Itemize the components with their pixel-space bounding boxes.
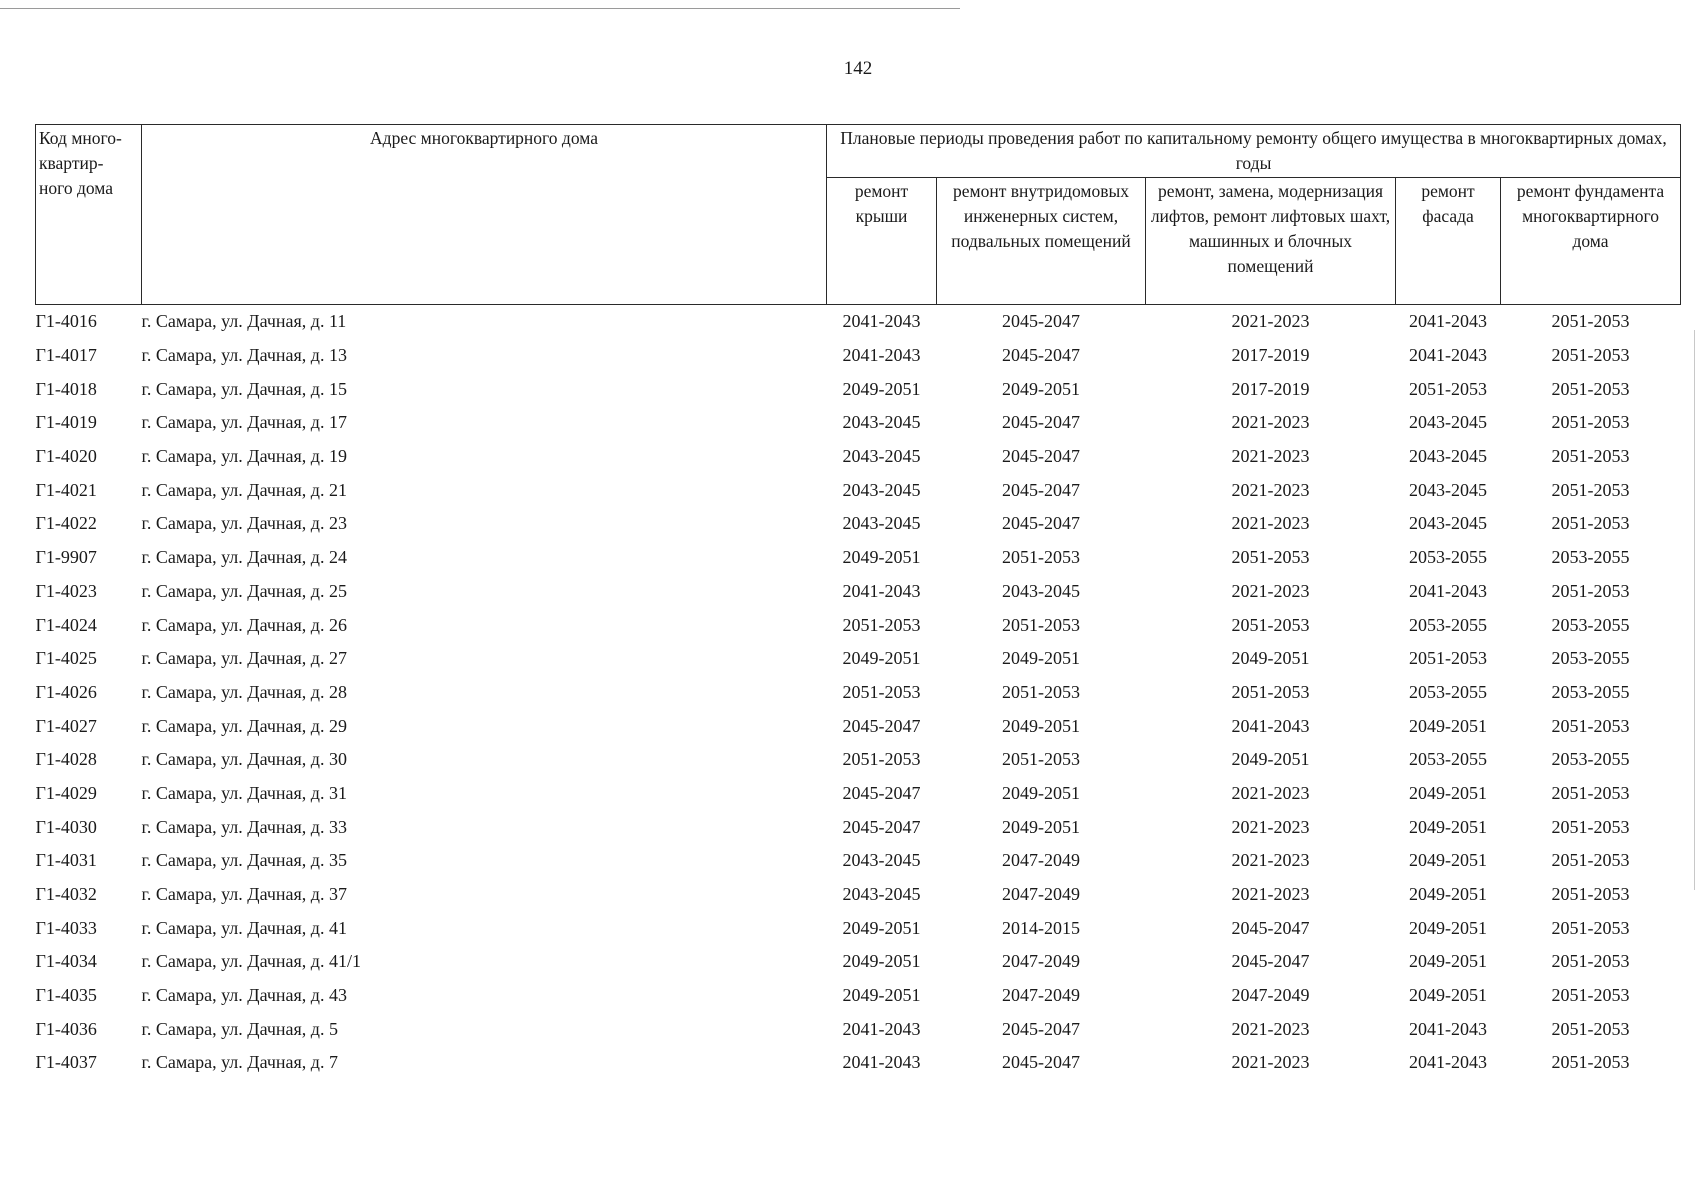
- cell-engineering: 2045-2047: [1002, 345, 1080, 366]
- cell-engineering: 2047-2049: [1002, 850, 1080, 871]
- cell-engineering: 2051-2053: [1002, 547, 1080, 568]
- cell-foundation: 2051-2053: [1551, 446, 1630, 467]
- cell-roof: 2049-2051: [842, 985, 921, 1006]
- cell-code: Г1-4034: [35, 951, 97, 972]
- cell-code: Г1-4021: [35, 479, 97, 500]
- cell-engineering: 2049-2051: [1002, 715, 1080, 736]
- cell-roof: 2043-2045: [842, 479, 921, 500]
- cell-elevators: 2021-2023: [1231, 850, 1310, 871]
- cell-engineering: 2049-2051: [1002, 816, 1080, 837]
- table-row: [36, 575, 1681, 609]
- cell-engineering: 2051-2053: [1002, 681, 1080, 702]
- cell-elevators: 2051-2053: [1231, 614, 1310, 635]
- cell-elevators: 2021-2023: [1231, 513, 1310, 534]
- cell-code: Г1-4037: [35, 1052, 97, 1073]
- cell-address: г. Самара, ул. Дачная, д. 41/1: [141, 951, 361, 972]
- cell-foundation: 2051-2053: [1551, 917, 1630, 938]
- cell-address: г. Самара, ул. Дачная, д. 30: [141, 749, 347, 770]
- cell-roof: 2045-2047: [842, 816, 921, 837]
- cell-facade: 2049-2051: [1409, 782, 1487, 803]
- cell-code: Г1-4033: [35, 917, 97, 938]
- cell-facade: 2053-2055: [1409, 749, 1487, 770]
- cell-code: Г1-4028: [35, 749, 97, 770]
- cell-facade: 2049-2051: [1409, 816, 1487, 837]
- table-row: [36, 372, 1681, 406]
- cell-elevators: 2021-2023: [1231, 412, 1310, 433]
- header-facade: ремонт фасада: [1396, 178, 1501, 305]
- cell-roof: 2043-2045: [842, 412, 921, 433]
- cell-code: Г1-4026: [35, 681, 97, 702]
- cell-engineering: 2045-2047: [1002, 412, 1080, 433]
- capital-repair-table: [35, 124, 1681, 1080]
- cell-foundation: 2053-2055: [1551, 749, 1630, 770]
- cell-address: г. Самара, ул. Дачная, д. 35: [141, 850, 347, 871]
- table-row: [36, 1046, 1681, 1080]
- table-row: [36, 507, 1681, 541]
- cell-engineering: 2049-2051: [1002, 782, 1080, 803]
- cell-code: Г1-4016: [35, 311, 97, 332]
- cell-facade: 2053-2055: [1409, 614, 1487, 635]
- cell-elevators: 2021-2023: [1231, 311, 1310, 332]
- cell-foundation: 2053-2055: [1551, 614, 1630, 635]
- header-row-top: [36, 125, 1681, 178]
- cell-code: Г1-4022: [35, 513, 97, 534]
- cell-address: г. Самара, ул. Дачная, д. 29: [141, 715, 347, 736]
- header-elevators: ремонт, замена, модернизация лифтов, ремонт лифтовых шахт, машинных и блочных помещений: [1146, 178, 1396, 305]
- cell-code: Г1-4029: [35, 782, 97, 803]
- cell-address: г. Самара, ул. Дачная, д. 26: [141, 614, 347, 635]
- table-row: [36, 406, 1681, 440]
- cell-engineering: 2045-2047: [1002, 311, 1080, 332]
- table-row: [36, 709, 1681, 743]
- cell-facade: 2043-2045: [1409, 479, 1487, 500]
- cell-engineering: 2045-2047: [1002, 479, 1080, 500]
- cell-elevators: 2049-2051: [1231, 749, 1310, 770]
- cell-facade: 2049-2051: [1409, 951, 1487, 972]
- cell-roof: 2049-2051: [842, 547, 921, 568]
- cell-facade: 2049-2051: [1409, 715, 1487, 736]
- cell-roof: 2045-2047: [842, 782, 921, 803]
- cell-facade: 2041-2043: [1409, 345, 1487, 366]
- cell-engineering: 2047-2049: [1002, 985, 1080, 1006]
- cell-roof: 2043-2045: [842, 446, 921, 467]
- cell-engineering: 2014-2015: [1002, 917, 1080, 938]
- cell-code: Г1-4032: [35, 884, 97, 905]
- cell-roof: 2045-2047: [842, 715, 921, 736]
- cell-facade: 2043-2045: [1409, 412, 1487, 433]
- cell-foundation: 2051-2053: [1551, 816, 1630, 837]
- cell-address: г. Самара, ул. Дачная, д. 19: [141, 446, 347, 467]
- cell-facade: 2049-2051: [1409, 917, 1487, 938]
- cell-facade: 2053-2055: [1409, 547, 1487, 568]
- header-code: Код много- квартир- ного дома: [36, 125, 142, 305]
- cell-code: Г1-4027: [35, 715, 97, 736]
- cell-engineering: 2045-2047: [1002, 513, 1080, 534]
- cell-code: Г1-4035: [35, 985, 97, 1006]
- cell-elevators: 2017-2019: [1231, 345, 1310, 366]
- cell-foundation: 2051-2053: [1551, 782, 1630, 803]
- cell-address: г. Самара, ул. Дачная, д. 31: [141, 782, 347, 803]
- cell-foundation: 2051-2053: [1551, 850, 1630, 871]
- register-sheet: [35, 124, 1681, 1080]
- cell-elevators: 2049-2051: [1231, 648, 1310, 669]
- cell-roof: 2043-2045: [842, 513, 921, 534]
- cell-facade: 2049-2051: [1409, 884, 1487, 905]
- table-row: [36, 1012, 1681, 1046]
- cell-roof: 2051-2053: [842, 749, 921, 770]
- cell-elevators: 2051-2053: [1231, 547, 1310, 568]
- cell-facade: 2043-2045: [1409, 446, 1487, 467]
- cell-engineering: 2049-2051: [1002, 648, 1080, 669]
- cell-address: г. Самара, ул. Дачная, д. 11: [141, 311, 347, 332]
- cell-elevators: 2051-2053: [1231, 681, 1310, 702]
- cell-code: Г1-4031: [35, 850, 97, 871]
- cell-foundation: 2053-2055: [1551, 547, 1630, 568]
- header-foundation: ремонт фундамента многоквартирного дома: [1501, 178, 1681, 305]
- cell-roof: 2043-2045: [842, 850, 921, 871]
- cell-code: Г1-4025: [35, 648, 97, 669]
- cell-foundation: 2051-2053: [1551, 951, 1630, 972]
- table-row: [36, 945, 1681, 979]
- table-row: [36, 440, 1681, 474]
- cell-foundation: 2051-2053: [1551, 580, 1630, 601]
- table-row: [36, 608, 1681, 642]
- table-row: [36, 743, 1681, 777]
- cell-code: Г1-4024: [35, 614, 97, 635]
- cell-code: Г1-4023: [35, 580, 97, 601]
- table-row: [36, 473, 1681, 507]
- cell-facade: 2053-2055: [1409, 681, 1487, 702]
- cell-facade: 2043-2045: [1409, 513, 1487, 534]
- cell-address: г. Самара, ул. Дачная, д. 23: [141, 513, 347, 534]
- page-number: 142: [843, 58, 873, 79]
- cell-address: г. Самара, ул. Дачная, д. 33: [141, 816, 347, 837]
- cell-roof: 2051-2053: [842, 614, 921, 635]
- cell-code: Г1-4017: [35, 345, 97, 366]
- cell-engineering: 2045-2047: [1002, 1018, 1080, 1039]
- table-row: [36, 777, 1681, 811]
- cell-engineering: 2047-2049: [1002, 951, 1080, 972]
- cell-address: г. Самара, ул. Дачная, д. 43: [141, 985, 347, 1006]
- cell-roof: 2041-2043: [842, 345, 921, 366]
- cell-code: Г1-4018: [35, 378, 97, 399]
- cell-code: Г1-4019: [35, 412, 97, 433]
- cell-address: г. Самара, ул. Дачная, д. 13: [141, 345, 347, 366]
- cell-foundation: 2051-2053: [1551, 715, 1630, 736]
- cell-elevators: 2021-2023: [1231, 816, 1310, 837]
- cell-foundation: 2051-2053: [1551, 884, 1630, 905]
- cell-facade: 2041-2043: [1409, 311, 1487, 332]
- cell-elevators: 2021-2023: [1231, 1018, 1310, 1039]
- cell-elevators: 2021-2023: [1231, 884, 1310, 905]
- cell-address: г. Самара, ул. Дачная, д. 17: [141, 412, 347, 433]
- scan-side-line: [1694, 330, 1695, 890]
- cell-elevators: 2021-2023: [1231, 446, 1310, 467]
- cell-foundation: 2051-2053: [1551, 378, 1630, 399]
- cell-code: Г1-4036: [35, 1018, 97, 1039]
- cell-roof: 2041-2043: [842, 1018, 921, 1039]
- cell-roof: 2041-2043: [842, 1052, 921, 1073]
- cell-foundation: 2053-2055: [1551, 648, 1630, 669]
- table-row: [36, 541, 1681, 575]
- cell-engineering: 2043-2045: [1002, 580, 1080, 601]
- cell-roof: 2041-2043: [842, 580, 921, 601]
- cell-engineering: 2045-2047: [1002, 446, 1080, 467]
- table-row: [36, 844, 1681, 878]
- header-address: Адрес многоквартирного дома: [142, 125, 827, 305]
- table-row: [36, 339, 1681, 373]
- cell-roof: 2051-2053: [842, 681, 921, 702]
- cell-elevators: 2041-2043: [1231, 715, 1310, 736]
- cell-engineering: 2051-2053: [1002, 614, 1080, 635]
- cell-address: г. Самара, ул. Дачная, д. 5: [141, 1018, 338, 1039]
- cell-foundation: 2051-2053: [1551, 345, 1630, 366]
- header-periods-group: Плановые периоды проведения работ по капитальному ремонту общего имущества в многоквартирных домах, годы: [827, 125, 1681, 178]
- table-body: [36, 305, 1681, 1080]
- cell-elevators: 2021-2023: [1231, 479, 1310, 500]
- cell-facade: 2041-2043: [1409, 1052, 1487, 1073]
- cell-elevators: 2021-2023: [1231, 1052, 1310, 1073]
- cell-facade: 2051-2053: [1409, 648, 1487, 669]
- cell-roof: 2049-2051: [842, 917, 921, 938]
- cell-address: г. Самара, ул. Дачная, д. 15: [141, 378, 347, 399]
- table-row: [36, 676, 1681, 710]
- cell-address: г. Самара, ул. Дачная, д. 7: [141, 1052, 338, 1073]
- table-row: [36, 642, 1681, 676]
- cell-address: г. Самара, ул. Дачная, д. 28: [141, 681, 347, 702]
- cell-address: г. Самара, ул. Дачная, д. 24: [141, 547, 347, 568]
- cell-code: Г1-4030: [35, 816, 97, 837]
- cell-elevators: 2045-2047: [1231, 951, 1310, 972]
- cell-address: г. Самара, ул. Дачная, д. 27: [141, 648, 347, 669]
- cell-foundation: 2051-2053: [1551, 1052, 1630, 1073]
- cell-foundation: 2051-2053: [1551, 513, 1630, 534]
- table-row: [36, 878, 1681, 912]
- cell-engineering: 2051-2053: [1002, 749, 1080, 770]
- cell-facade: 2049-2051: [1409, 850, 1487, 871]
- cell-foundation: 2053-2055: [1551, 681, 1630, 702]
- cell-facade: 2049-2051: [1409, 985, 1487, 1006]
- cell-foundation: 2051-2053: [1551, 311, 1630, 332]
- cell-address: г. Самара, ул. Дачная, д. 37: [141, 884, 347, 905]
- cell-roof: 2049-2051: [842, 648, 921, 669]
- cell-elevators: 2021-2023: [1231, 580, 1310, 601]
- cell-engineering: 2047-2049: [1002, 884, 1080, 905]
- cell-foundation: 2051-2053: [1551, 985, 1630, 1006]
- cell-foundation: 2051-2053: [1551, 479, 1630, 500]
- header-roof: ремонт крыши: [827, 178, 937, 305]
- cell-facade: 2041-2043: [1409, 580, 1487, 601]
- cell-facade: 2051-2053: [1409, 378, 1487, 399]
- cell-roof: 2041-2043: [842, 311, 921, 332]
- cell-address: г. Самара, ул. Дачная, д. 21: [141, 479, 347, 500]
- cell-facade: 2041-2043: [1409, 1018, 1487, 1039]
- cell-engineering: 2049-2051: [1002, 378, 1080, 399]
- table-row: [36, 979, 1681, 1013]
- cell-foundation: 2051-2053: [1551, 412, 1630, 433]
- cell-code: Г1-9907: [35, 547, 97, 568]
- table-row: [36, 911, 1681, 945]
- cell-elevators: 2047-2049: [1231, 985, 1310, 1006]
- cell-elevators: 2021-2023: [1231, 782, 1310, 803]
- scan-edge-line: [0, 8, 960, 9]
- cell-address: г. Самара, ул. Дачная, д. 25: [141, 580, 347, 601]
- cell-elevators: 2045-2047: [1231, 917, 1310, 938]
- cell-code: Г1-4020: [35, 446, 97, 467]
- cell-roof: 2049-2051: [842, 951, 921, 972]
- cell-address: г. Самара, ул. Дачная, д. 41: [141, 917, 347, 938]
- cell-elevators: 2017-2019: [1231, 378, 1310, 399]
- cell-roof: 2043-2045: [842, 884, 921, 905]
- cell-engineering: 2045-2047: [1002, 1052, 1080, 1073]
- cell-roof: 2049-2051: [842, 378, 921, 399]
- header-engineering: ремонт внутридомовых инженерных систем, подвальных помещений: [937, 178, 1146, 305]
- table-row: [36, 810, 1681, 844]
- cell-foundation: 2051-2053: [1551, 1018, 1630, 1039]
- table-row: [36, 305, 1681, 339]
